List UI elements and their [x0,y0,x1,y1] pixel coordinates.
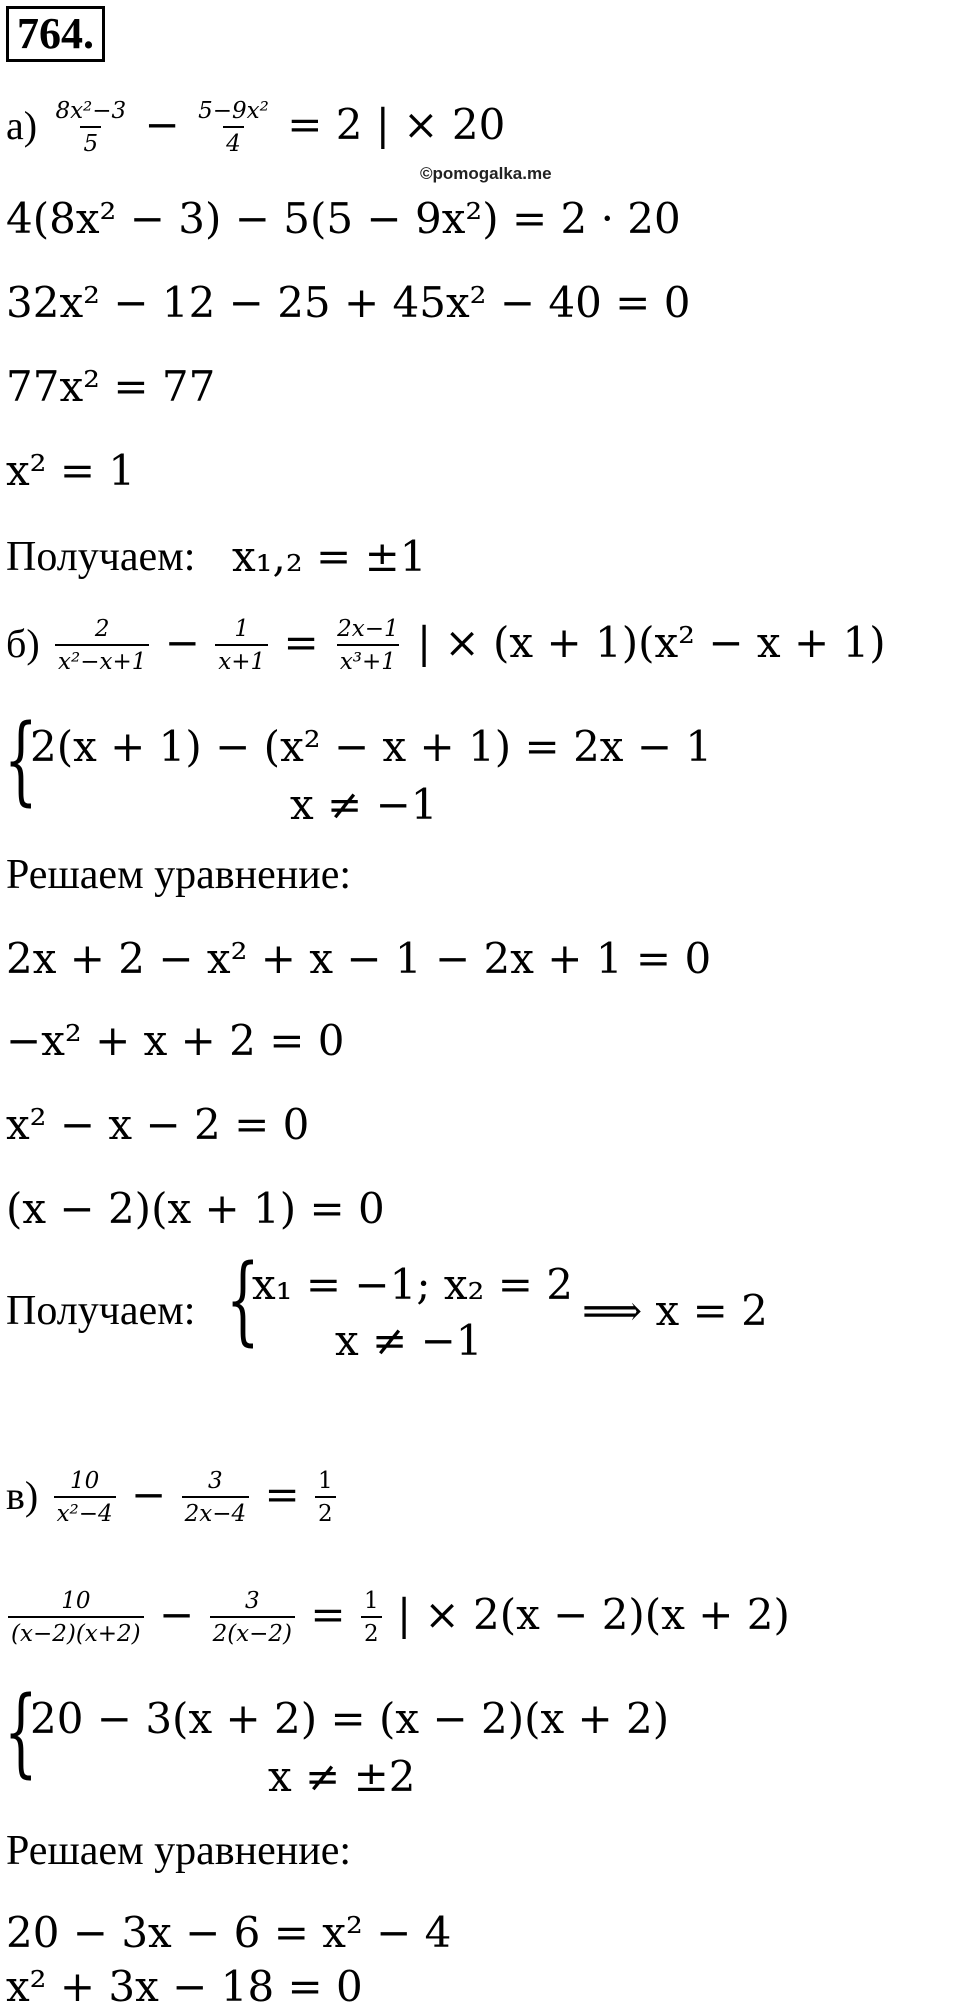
system-line: x ≠ ±2 [268,1752,416,1801]
system-brace: { [226,1244,260,1356]
numerator: 10 [61,1588,91,1614]
fraction [315,1468,336,1528]
denominator: 5 [80,126,101,157]
equals-sign: = [283,617,319,667]
system-line: x ≠ −1 [335,1316,483,1365]
math-line: 4(8x² − 3) − 5(5 − 9x²) = 2 · 20 [6,194,681,243]
fraction [52,98,129,158]
math-line: −x² + x + 2 = 0 [6,1016,345,1065]
math-line: 77x² = 77 [6,362,216,411]
numerator: 1 [234,616,250,642]
denominator: 2 [361,1616,382,1647]
minus-sign: − [131,1469,167,1519]
fraction [182,1468,250,1528]
numerator: 3 [208,1468,223,1494]
result-math: x₁,₂ = ±1 [232,532,427,581]
denominator: 2 [315,1496,336,1527]
system-brace: { [4,704,38,816]
problem-number: 764. [6,6,105,62]
part-a-label: а) [6,102,38,148]
multiplier: | × (x + 1)(x² − x + 1) [416,617,886,667]
math-line: x² = 1 [6,446,136,495]
denominator: x+1 [215,644,268,675]
fraction [55,616,149,676]
fraction [8,1588,144,1648]
watermark: ©pomogalka.me [420,164,552,183]
denominator: x³+1 [337,644,399,675]
equals-sign: = [264,1469,300,1519]
denominator: 2x−4 [182,1496,250,1527]
part-b-equation [6,616,886,676]
system-line: 20 − 3(x + 2) = (x − 2)(x + 2) [30,1694,670,1743]
math-line [6,1588,790,1648]
part-a-equation [6,98,505,158]
part-b-label: б) [6,620,40,666]
solve-label: Решаем уравнение: [6,852,352,898]
math-line: 32x² − 12 − 25 + 45x² − 40 = 0 [6,278,691,327]
denominator: (x−2)(x+2) [8,1616,144,1647]
numerator: 2x−1 [337,616,399,642]
minus-sign: − [159,1589,195,1639]
result-label: Получаем: [6,534,196,580]
fraction [210,1588,295,1648]
system-line: 2(x + 1) − (x² − x + 1) = 2x − 1 [30,722,713,771]
math-line: (x − 2)(x + 1) = 0 [6,1184,385,1233]
denominator: x²−x+1 [55,644,149,675]
fraction [215,616,268,676]
denominator: 2(x−2) [210,1616,295,1647]
part-v-label: в) [6,1472,39,1518]
math-line: 20 − 3x − 6 = x² − 4 [6,1908,452,1957]
math-line: x² − x − 2 = 0 [6,1100,310,1149]
solve-label: Решаем уравнение: [6,1828,352,1874]
part-v-equation [6,1468,338,1528]
equation-rhs: = 2 | × 20 [287,99,506,149]
multiplier: | × 2(x − 2)(x + 2) [396,1589,790,1639]
math-line: x² + 3x − 18 = 0 [6,1962,363,2011]
minus-sign: − [164,617,200,667]
system-line: x ≠ −1 [290,780,438,829]
system-brace: { [4,1676,38,1788]
fraction [334,616,402,676]
result-math: ⟹ x = 2 [582,1286,768,1335]
equals-sign: = [310,1589,346,1639]
result-label: Получаем: [6,1288,196,1334]
numerator: 10 [69,1468,100,1494]
numerator: 1 [318,1468,333,1494]
denominator: x²−4 [54,1496,116,1527]
numerator: 5−9x² [198,98,269,124]
numerator: 3 [244,1588,260,1614]
numerator: 1 [363,1588,379,1614]
fraction [54,1468,116,1528]
denominator: 4 [223,126,244,157]
fraction [195,98,272,158]
fraction [361,1588,382,1648]
numerator: 8x²−3 [55,98,127,124]
system-line: x₁ = −1; x₂ = 2 [252,1260,573,1309]
minus-sign: − [144,99,180,149]
math-line: 2x + 2 − x² + x − 1 − 2x + 1 = 0 [6,934,712,983]
numerator: 2 [94,616,110,642]
